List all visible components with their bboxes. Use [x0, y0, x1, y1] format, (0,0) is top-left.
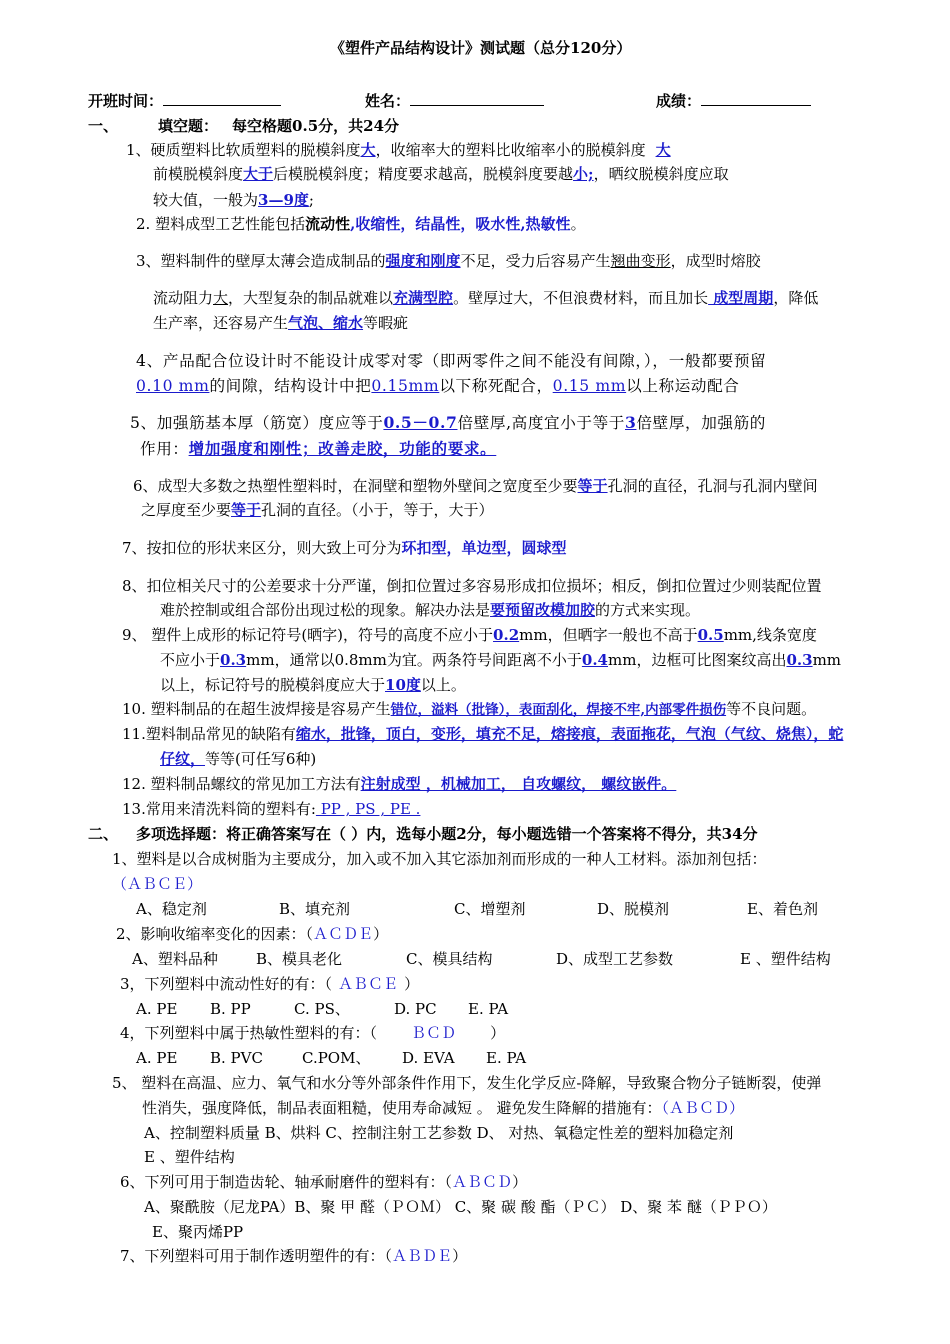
section-1-heading — [88, 116, 399, 136]
q4-line1: 4、产品配合位设计时不能设计成零对零（即两零件之间不能没有间隙，），一般都要预留 — [136, 352, 767, 370]
q6-line2: 之厚度至少要等于孔洞的直径。（小于，等于，大于） — [141, 501, 494, 519]
q1-line3: 较大值，一般为3—9度; — [153, 191, 314, 209]
name-field[interactable] — [410, 90, 544, 106]
q5-line2: 作用：增加强度和刚性；改善走胶，功能的要求。 — [140, 439, 497, 458]
q1-line2: 前模脱模斜度大于后模脱模斜度；精度要求越高，脱模斜度要越小;，晒纹脱模斜度应取 — [153, 165, 729, 183]
q5-line1: 5、加强筋基本厚（筋宽）度应等于0.5－0.7倍壁厚,高度宜小于等于3倍壁厚，加强筋的 — [130, 413, 767, 432]
q10: 10. 塑料制品的在超生波焊接是容易产生错位，溢料（批锋），表面刮化，焊接不牢,内部零件损伤等不良问题。 — [122, 700, 817, 718]
section-title: 填空题： — [158, 117, 219, 135]
q9-line2: 不应小于0.3mm，通常以0.8mm为宜。两条符号间距离不小于0.4mm，边框可比图案纹高出0.3mm — [160, 651, 842, 669]
m5-line1: 5、 塑料在高温、应力、氧气和水分等外部条件作用下，发生化学反应-降解，导致聚合物分子链断裂，使弹 — [112, 1074, 822, 1092]
score-label: 成绩： — [656, 92, 702, 110]
m2-question: 2、影响收缩率变化的因素：（ＡＣＤＥ） — [116, 925, 389, 943]
name-label: 姓名： — [365, 92, 411, 110]
q11-line1: 11.塑料制品常见的缺陷有缩水，批锋，顶白，变形，填充不足，熔接痕，表面拖花，气泡（气纹、烧焦），蛇 — [122, 725, 844, 743]
m5-options2: E 、塑件结构 — [144, 1148, 235, 1166]
q12: 12. 塑料制品螺纹的常见加工方法有注射成型 ，机械加工， 自攻螺纹， 螺纹嵌件。 — [122, 775, 677, 793]
section-desc: 每空格题0.5分，共24分 — [232, 117, 400, 135]
q1-line1: 1、硬质塑料比软质塑料的脱模斜度大，收缩率大的塑料比收缩率小的脱模斜度 大 — [126, 141, 671, 159]
m1-question: 1、塑料是以合成树脂为主要成分，加入或不加入其它添加剂而形成的一种人工材料。添加剂包括： — [112, 850, 767, 868]
q6-line1: 6、成型大多数之热塑性塑料时，在洞壁和塑物外壁间之宽度至少要等于孔洞的直径，孔洞与孔洞内壁间 — [133, 477, 818, 495]
m3-options: A. PE B. PP C. PS、 D. PC E. PA — [136, 1000, 509, 1018]
m1-options: A、稳定剂 B、填充剂 C、增塑剂 D、脱模剂 E、着色剂 — [136, 900, 818, 918]
q3-line2: 流动阻力大，大型复杂的制品就难以充满型腔。壁厚过大，不但浪费材料，而且加长 成型周期，降低 — [153, 289, 819, 307]
score-row — [656, 90, 811, 111]
section-2-heading — [88, 824, 758, 844]
q9-line1: 9、 塑件上成形的标记符号(晒字)，符号的高度不应小于0.2mm，但晒字一般也不高于0.5mm,线条宽度 — [122, 626, 817, 644]
q3-line1: 3、塑料制件的壁厚太薄会造成制品的强度和刚度不足，受力后容易产生翘曲变形，成型时熔胶 — [136, 252, 761, 270]
class-time-field[interactable] — [163, 90, 281, 106]
q9-line3: 以上，标记符号的脱模斜度应大于10度以上。 — [160, 676, 466, 694]
q11-line2: 仔纹，等等(可任写6种) — [160, 750, 317, 768]
m7-question: 7、下列塑料可用于制作透明塑件的有：（ＡＢＤＥ） — [120, 1247, 468, 1265]
m5-options: A、控制塑料质量 B、烘料 C、控制注射工艺参数 D、 对热、氧稳定性差的塑料加稳定剂 — [144, 1124, 734, 1142]
m1-answer: （ＡＢＣＥ） — [112, 875, 203, 893]
section-number: 一、 — [88, 117, 119, 135]
q4-line2: 0.10 mm的间隙，结构设计中把0.15mm以下称死配合，0.15 mm以上称运动配合 — [136, 377, 740, 395]
m6-options2: E、聚丙烯PP — [152, 1223, 244, 1241]
m6-options: A、聚酰胺（尼龙PA）B、聚 甲 醛（ＰＯＭ） C、聚 碳 酸 酯（ＰＣ） D、聚 苯 醚（ＰＰＯ） — [144, 1198, 777, 1216]
name-row — [365, 90, 544, 111]
m3-question: 3，下列塑料中流动性好的有：（ ＡＢＣＥ ） — [120, 975, 420, 993]
m5-line2: 性消失，强度降低，制品表面粗糙，使用寿命减短 。 避免发生降解的措施有：（ＡＢＣＤ） — [142, 1099, 745, 1117]
q7: 7、按扣位的形状来区分，则大致上可分为环扣型，单边型，圆球型 — [122, 539, 567, 557]
m6-question: 6、下列可用于制造齿轮、轴承耐磨件的塑料有：（ＡＢＣＤ） — [120, 1173, 528, 1191]
m2-options: A、塑料品种 B、模具老化 C、模具结构 D、成型工艺参数 E 、塑件结构 — [132, 950, 831, 968]
q13: 13.常用来清洗料筒的塑料有: PP , PS , PE . — [122, 800, 421, 818]
m4-options: A. PE B. PVC C.POM、 D. EVA E. PA — [136, 1049, 527, 1067]
m4-question: 4，下列塑料中属于热敏性塑料的有：（ ＢＣＤ ） — [120, 1024, 506, 1042]
header-row — [88, 90, 281, 111]
q8-line2: 难於控制或组合部份出现过松的现象。解决办法是要预留改模加胶的方式来实现。 — [160, 601, 701, 619]
q3-line3: 生产率，还容易产生气泡、缩水等暇疵 — [153, 314, 409, 332]
score-field[interactable] — [701, 90, 811, 106]
page-title: 《塑件产品结构设计》测试题（总分120分） — [330, 39, 632, 57]
q8-line1: 8、扣位相关尺寸的公差要求十分严谨，倒扣位置过多容易形成扣位损坏；相反，倒扣位置过少则装配位置 — [122, 577, 822, 595]
section-title: 多项选择题：将正确答案写在（ ）内，选每小题2分，每小题选错一个答案将不得分，共34分 — [136, 825, 758, 843]
q2: 2. 塑料成型工艺性能包括流动性,收缩性，结晶性，吸水性,热敏性。 — [136, 215, 586, 233]
section-number: 二、 — [88, 825, 119, 843]
class-time-label: 开班时间： — [88, 92, 164, 110]
